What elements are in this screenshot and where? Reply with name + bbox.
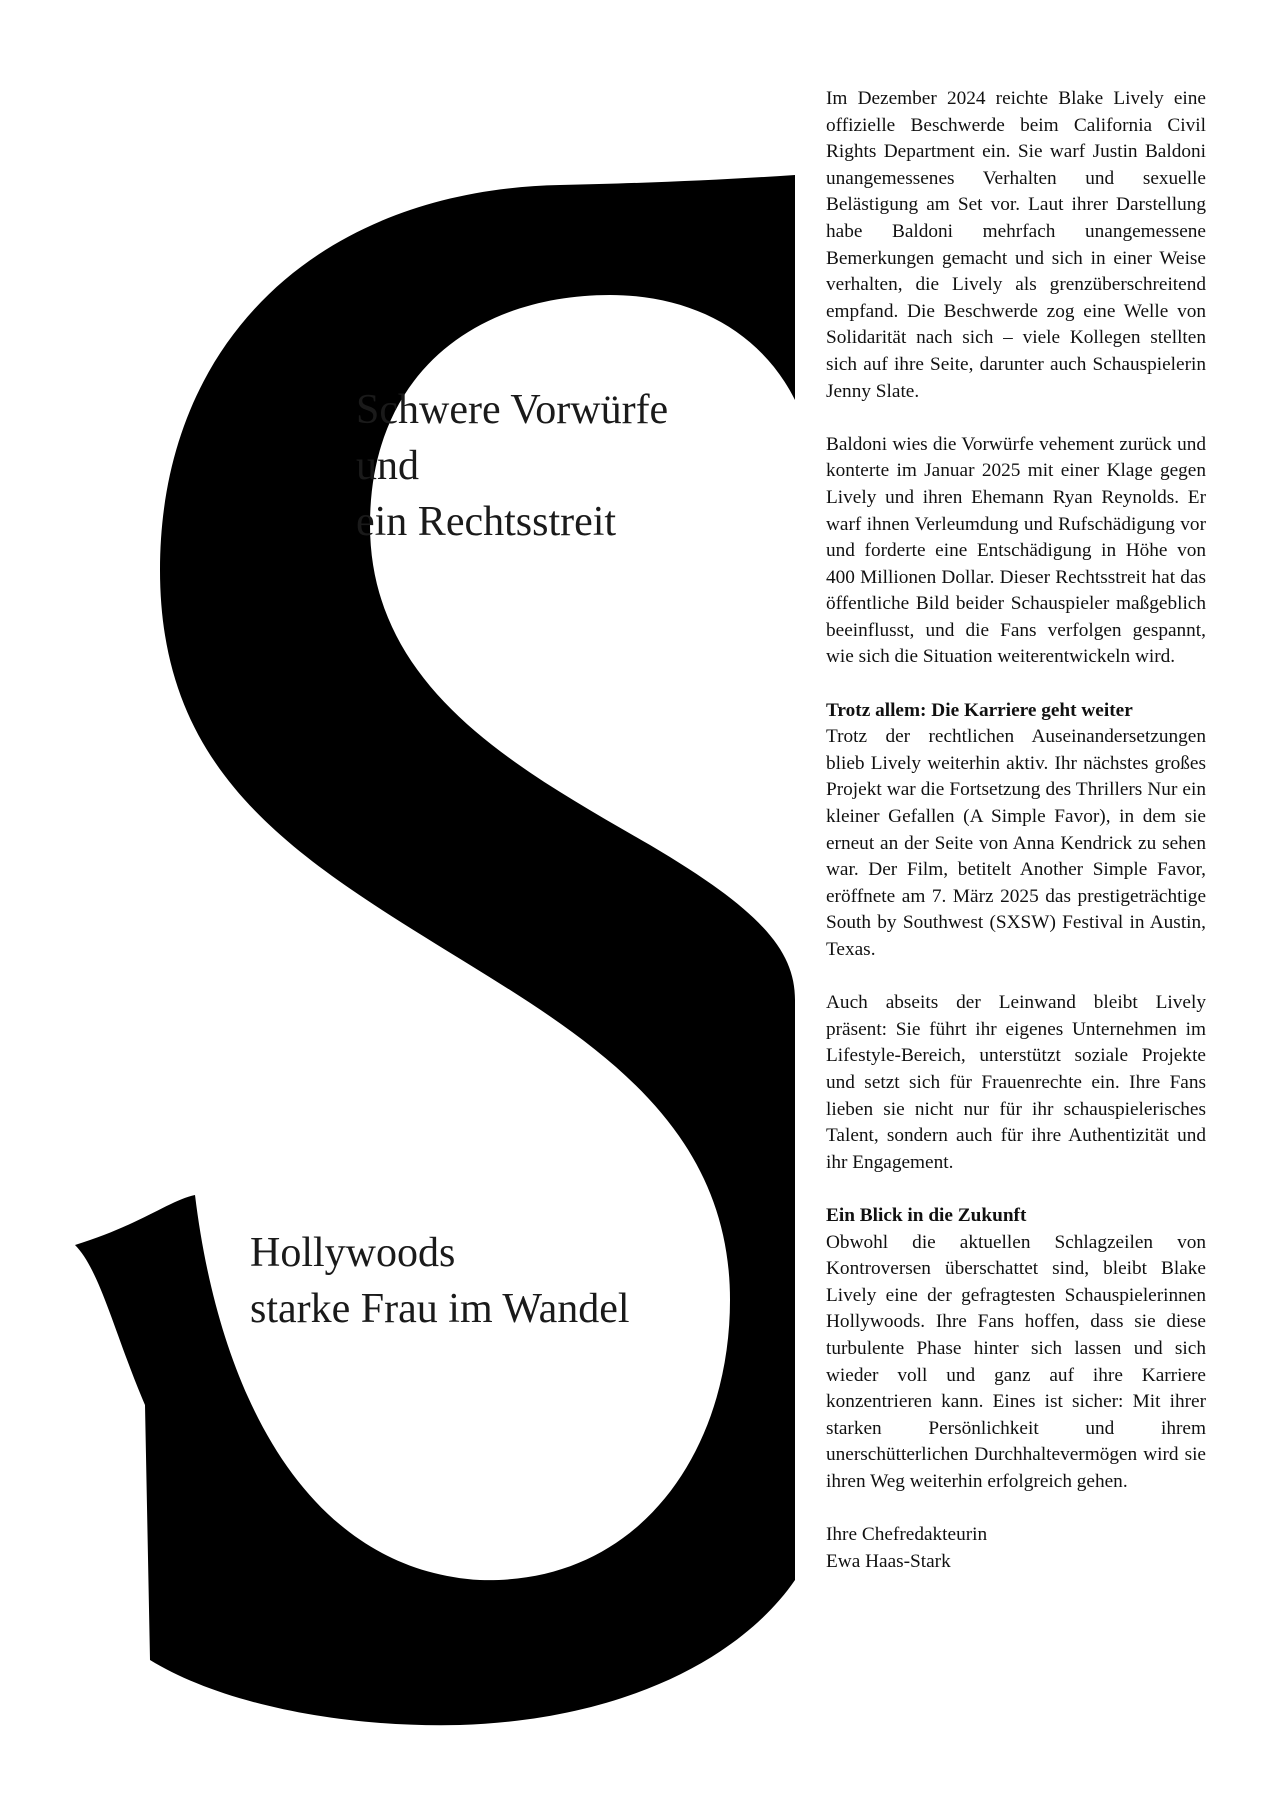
headline-top-line-1: Schwere Vorwürfe (356, 387, 669, 433)
article-column (826, 86, 1206, 1602)
subheading-zukunft: Ein Blick in die Zukunft (826, 1204, 1027, 1226)
article-paragraph-2: Baldoni wies die Vorwürfe vehement zurück und konterte im Januar 2025 mit einer Klage gegen Lively und ihren Ehemann Ryan Reynolds. Er warf ihnen Verleumdung und Rufschädigung vor und forderte eine Entschädigung in Höhe von 400 Millionen Dollar. Dieser Rechtsstreit hat das öffentliche Bild beider Schauspieler maßgeblich beeinflusst, und die Fans verfolgen gespannt, wie sich die Situation weiterentwickeln wird. (826, 433, 1206, 668)
headline-bottom (250, 1225, 630, 1337)
headline-bottom-line-1: Hollywoods (250, 1230, 456, 1276)
article-paragraph-5: Obwohl die aktuellen Schlagzeilen von Kontroversen überschattet sind, bleibt Blake Lively eine der gefragtesten Schauspielerinnen Hollywoods. Ihre Fans hoffen, dass sie diese turbulente Phase hinter sich lassen und sich wieder voll und ganz auf ihre Karriere konzentrieren kann. Eines ist sicher: Mit ihrer starken Persönlichkeit und ihrem unerschütterlichen Durchhaltevermögen wird sie ihren Weg weiterhin erfolgreich gehen. (826, 1231, 1206, 1492)
article-paragraph-3: Trotz der rechtlichen Auseinandersetzungen blieb Lively weiterhin aktiv. Ihr nächstes großes Projekt war die Fortsetzung des Thrillers Nur ein kleiner Gefallen (A Simple Favor), in dem sie erneut an der Seite von Anna Kendrick zu sehen war. Der Film, betitelt Another Simple Favor, eröffnete am 7. März 2025 das prestigeträchtige South by Southwest (SXSW) Festival in Austin, Texas. (826, 726, 1206, 960)
signature-role: Ihre Chefredakteurin (826, 1524, 988, 1546)
article-paragraph-1: Im Dezember 2024 reichte Blake Lively eine offizielle Beschwerde beim California Civil Rights Department ein. Sie warf Justin Baldoni unangemessenes Verhalten und sexuelle Belästigung am Set vor. Laut ihrer Darstellung habe Baldoni mehrfach unangemessene Bemerkungen gemacht und sich in einer Weise verhalten, die Lively als grenzüberschreitend empfand. Die Beschwerde zog eine Welle von Solidarität nach sich – viele Kollegen stellten sich auf ihre Seite, darunter auch Schauspielerin Jenny Slate. (826, 88, 1206, 402)
subheading-karriere: Trotz allem: Die Karriere geht weiter (826, 699, 1133, 721)
article-section-karriere (826, 698, 1206, 964)
headline-bottom-line-2: starke Frau im Wandel (250, 1286, 630, 1332)
headline-top-line-2: und (356, 443, 419, 489)
article-section-zukunft (826, 1203, 1206, 1496)
headline-top (356, 382, 668, 550)
signature (826, 1522, 1206, 1575)
article-paragraph-4: Auch abseits der Leinwand bleibt Lively präsent: Sie führt ihr eigenes Unternehmen im Lifestyle-Bereich, unterstützt soziale Projekte und setzt sich für Frauenrechte ein. Ihre Fans lieben sie nicht nur für ihr schauspielerisches Talent, sondern auch für ihre Authentizität und ihr Engagement. (826, 992, 1206, 1173)
signature-name: Ewa Haas-Stark (826, 1550, 951, 1572)
headline-top-line-3: ein Rechtsstreit (356, 499, 617, 545)
